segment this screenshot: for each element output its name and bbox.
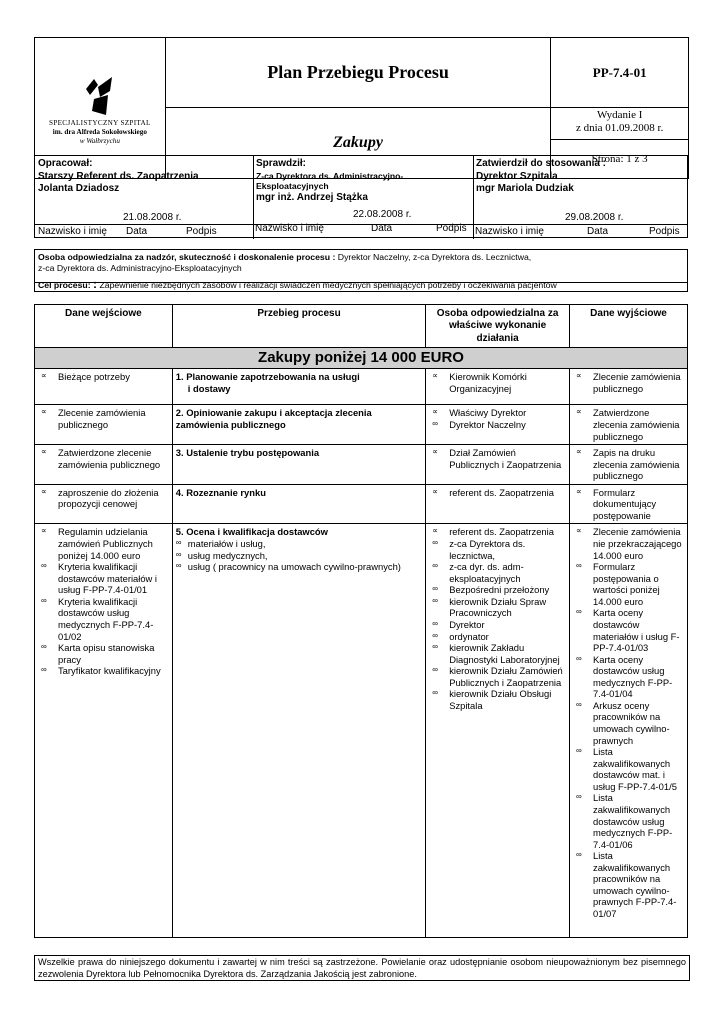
table-row: [35, 369, 688, 405]
step-title-cont: i dostawy: [187, 382, 231, 394]
name-caption: Nazwisko i imię: [255, 223, 324, 234]
prepared-by-date: 21.08.2008 r.: [123, 212, 182, 223]
header-outputs: Dane wyjściowe: [570, 305, 688, 348]
list-item: ∞ Dyrektor: [429, 619, 566, 631]
checked-by-label: Sprawdził:: [256, 158, 307, 169]
approved-by-footer: [473, 224, 687, 239]
logo-line-3: w Wałbrzychu: [79, 136, 120, 145]
copyright-notice: Wszelkie prawa do niniejszego dokumentu i zawartej w nim treści są zastrzeżone. Powielanie oraz udostępnianie osobom nieupoważnionym bez pisemnego zezwolenia Dyrektora lub Pełnomocnika Dyrektora ds. Zarządzania Jakością jest zabronione.: [34, 955, 690, 981]
list-item: ∝ Właściwy Dyrektor: [429, 407, 566, 419]
list-item: ∞ Karta opisu stanowiska pracy: [38, 642, 169, 665]
list-item: ∞ z-ca dyr. ds. adm-eksploatacyjnych: [429, 561, 566, 584]
responsible-person-text-2: z-ca Dyrektora ds. Administracyjno-Eksploatacyjnych: [38, 262, 242, 273]
list-item: ∞ kierownik Działu Spraw Pracowniczych: [429, 596, 566, 619]
step-title: 1. Planowanie zapotrzebowania na usługi: [175, 371, 360, 383]
list-item: ∝ zaproszenie do złożenia propozycji cenowej: [38, 487, 169, 510]
process-goal-row: [35, 278, 687, 297]
name-caption: Nazwisko i imię: [38, 226, 107, 237]
document-title: Plan Przebiegu Procesu: [165, 38, 551, 108]
prepared-by-footer: [35, 224, 253, 239]
prepared-by-column: [35, 156, 254, 239]
list-item: ∞ Bezpośredni przełożony: [429, 584, 566, 596]
list-item: ∞ kierownik Zakładu Diagnostyki Laboratoryjnej: [429, 642, 566, 665]
approved-by-position: Dyrektor Szpitala: [476, 170, 558, 182]
checked-by-name: mgr inż. Andrzej Stążka: [256, 191, 368, 203]
date-caption: Data: [371, 223, 393, 234]
list-item: ∝ referent ds. Zaopatrzenia: [429, 526, 566, 538]
checked-by-date: 22.08.2008 r.: [353, 209, 412, 220]
prepared-by-name: Jolanta Dziadosz: [38, 183, 120, 194]
list-item: ∞ ordynator: [429, 631, 566, 643]
step-title: 5. Ocena i kwalifikacja dostawców: [175, 526, 328, 538]
list-item: ∞ kierownik Działu Obsługi Szpitala: [429, 688, 566, 711]
list-item: ∞ kierownik Działu Zamówień Publicznych i Zaopatrzenia: [429, 665, 566, 688]
sign-caption: Podpis: [649, 226, 680, 237]
list-item: ∝ Zlecenie zamówienia nie przekraczającego 14.000 euro: [573, 526, 684, 561]
list-item: ∞ Lista zakwalifikowanych dostawców mat. i usług F-PP-7.4-01/5: [573, 746, 684, 792]
date-caption: Data: [126, 226, 148, 237]
header-responsible: Osoba odpowiedzialna za właściwe wykonanie działania: [426, 305, 570, 348]
step-title: 2. Opiniowanie zakupu i akceptacja zlecenia zamówienia publicznego: [175, 407, 372, 430]
checked-by-position: Z-ca Dyrektora ds. Administracyjno-Eksploatacyjnych: [256, 170, 404, 192]
date-caption: Data: [587, 226, 609, 237]
list-item: ∝ Formularz dokumentujący postępowanie: [573, 487, 684, 522]
step-title: 3. Ustalenie trybu postępowania: [175, 447, 320, 459]
list-item: ∞ Taryfikator kwalifikacyjny: [38, 665, 169, 677]
checked-by-column: [253, 156, 474, 239]
document-code: PP-7.4-01: [551, 38, 689, 108]
sign-caption: Podpis: [186, 226, 217, 237]
list-item: ∝ Zatwierdzone zlecenie zamówienia publicznego: [38, 447, 169, 470]
header-inputs: Dane wejściowe: [35, 305, 173, 348]
document-subtitle: Zakupy: [165, 108, 551, 179]
process-table: [34, 304, 688, 938]
responsible-person-text: Dyrektor Naczelny, z-ca Dyrektora ds. Lecznictwa,: [335, 252, 532, 262]
name-caption: Nazwisko i imię: [475, 226, 544, 237]
list-item: ∞ Formularz postępowania o wartości poniżej 14.000 euro: [573, 561, 684, 607]
process-goal-label: Cel procesu:: [38, 280, 91, 290]
checked-by-footer: [253, 224, 473, 239]
logo-line-2: im. dra Alfreda Sokołowskiego: [52, 127, 147, 136]
list-item: ∞ Lista zakwalifikowanych dostawców usług medycznych F-PP-7.4-01/06: [573, 792, 684, 850]
process-goal-text: Zapewnienie niezbędnych zasobów i realizacji świadczeń medycznych spełniających potrzeby i oczekiwania pacjentów: [97, 280, 557, 290]
edition-date: z dnia 01.09.2008 r.: [575, 121, 664, 134]
table-row: [35, 405, 688, 445]
responsible-person-label: Osoba odpowiedzialna za nadzór, skuteczność i doskonalenie procesu :: [38, 252, 336, 262]
list-item: ∞ Lista zakwalifikowanych pracowników na umowach cywilno-prawnych F-PP-7.4-01/07: [573, 850, 684, 919]
list-item: ∝ Regulamin udzielania zamówień Publicznych poniżej 14.000 euro: [38, 526, 169, 561]
header-process: Przebieg procesu: [172, 305, 425, 348]
logo-line-1: SPECJALISTYCZNY SZPITAL: [49, 118, 151, 127]
approved-by-name: mgr Mariola Dudziak: [476, 183, 574, 194]
section-title: Zakupy poniżej 14 000 EURO: [35, 347, 688, 369]
sign-caption: Podpis: [436, 223, 467, 234]
list-item: ∞ Karta oceny dostawców usług medycznych F-PP-7.4-01/04: [573, 654, 684, 700]
approved-by-column: [473, 156, 687, 239]
approvals-box: [34, 155, 688, 238]
list-item: ∝ Zatwierdzone zlecenia zamówienia publicznego: [573, 407, 684, 442]
list-item: ∞ usług ( pracownicy na umowach cywilno-prawnych): [176, 561, 422, 573]
prepared-by-position: Starszy Referent ds. Zaopatrzenia: [38, 170, 199, 182]
list-item: ∞ Karta oceny dostawców materiałów i usług F-PP-7.4-01/03: [573, 607, 684, 653]
table-row: [35, 445, 688, 485]
table-row: [35, 484, 688, 524]
list-item: ∝ Bieżące potrzeby: [38, 371, 169, 383]
responsibility-box: [34, 249, 688, 292]
prepared-by-label: Opracował:: [38, 158, 93, 169]
list-item: ∝ Zlecenie zamówienia publicznego: [38, 407, 169, 430]
list-item: ∝ Zapis na druku zlecenia zamówienia publicznego: [573, 447, 684, 482]
hospital-logo-icon: [80, 75, 120, 117]
list-item: ∝ Kierownik Komórki Organizacyjnej: [429, 371, 566, 394]
list-item: ∞ Arkusz oceny pracowników na umowach cywilno-prawnych: [573, 700, 684, 746]
approved-by-date: 29.08.2008 r.: [565, 212, 624, 223]
list-item: ∞ Dyrektor Naczelny: [429, 419, 566, 431]
step-title: 4. Rozeznanie rynku: [175, 486, 266, 498]
list-item: ∞ materiałów i usług,: [176, 538, 422, 550]
list-item: ∞ Kryteria kwalifikacji dostawców usług medycznych F-PP-7.4-01/02: [38, 596, 169, 642]
list-item: ∞ usług medycznych,: [176, 550, 422, 562]
list-item: ∝ referent ds. Zaopatrzenia: [429, 487, 566, 499]
edition-number: Wydanie I: [596, 109, 643, 121]
list-item: ∝ Zlecenie zamówienia publicznego: [573, 371, 684, 394]
table-row: [35, 524, 688, 938]
list-item: ∞ Kryteria kwalifikacji dostawców materiałów i usług F-PP-7.4-01/01: [38, 561, 169, 596]
approved-by-label: Zatwierdził do stosowania :: [476, 158, 607, 169]
process-goal-colon: :: [93, 277, 98, 291]
page-number: Strona: 1 z 3: [591, 153, 648, 165]
list-item: ∞ z-ca Dyrektora ds. lecznictwa,: [429, 538, 566, 561]
list-item: ∝ Dział Zamówień Publicznych i Zaopatrzenia: [429, 447, 566, 470]
